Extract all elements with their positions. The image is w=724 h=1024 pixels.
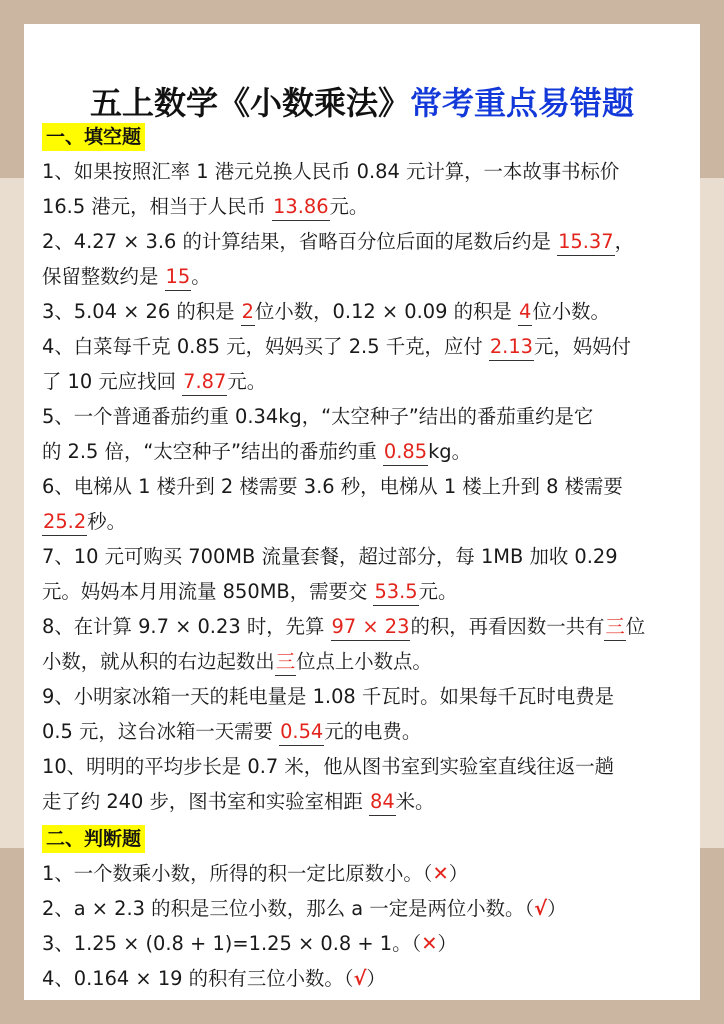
q3-text-2: 位小数，0.12 × 0.09 的积是 [255, 300, 518, 323]
q6-answer: 25.2 [42, 509, 87, 536]
q9-text: 0.5 元，这台冰箱一天需要 [42, 720, 280, 743]
q4-tail: 元。 [227, 370, 267, 393]
cross-mark-icon: ✕ [421, 932, 438, 955]
q10-answer: 84 [369, 789, 396, 816]
q7-line-2 [42, 575, 457, 609]
judge-2-close: ） [547, 897, 567, 920]
q8-text-3: 位 [625, 615, 646, 638]
q9-answer: 0.54 [279, 719, 324, 746]
q5-answer: 0.85 [383, 439, 428, 466]
q9-line-2 [42, 715, 421, 749]
q8-answer-2: 三 [604, 614, 625, 641]
title-highlight: 常考重点易错题 [410, 84, 635, 122]
q1-answer: 13.86 [272, 194, 330, 221]
judge-1-close: ） [448, 862, 469, 885]
q10-tail: 米。 [395, 790, 435, 813]
q8-answer-3: 三 [275, 649, 296, 676]
q7-answer: 53.5 [373, 579, 418, 606]
q9-tail: 元的电费。 [324, 720, 422, 743]
q3-tail: 位小数。 [532, 300, 610, 323]
page-title [24, 78, 700, 124]
q4-line-1 [42, 330, 631, 364]
title-main: 五上数学《小数乘法》 [89, 84, 410, 122]
q10-line-2 [42, 785, 434, 819]
q1-line-1: 1、如果按照汇率 1 港元兑换人民币 0.84 元计算，一本故事书标价 [42, 160, 620, 183]
q8-text: 8、在计算 9.7 × 0.23 时，先算 [42, 615, 331, 638]
q2-comma: ， [614, 230, 634, 253]
q4-text-3: 了 10 元应找回 [42, 370, 183, 393]
judge-item-3 [42, 927, 457, 961]
judge-1-text: 1、一个数乘小数，所得的积一定比原数小。（ [42, 862, 433, 885]
judge-item-2 [42, 892, 566, 926]
q5-text: 的 2.5 倍，“太空种子”结出的番茄约重 [42, 440, 383, 463]
q4-text: 4、白菜每千克 0.85 元，妈妈买了 2.5 千克，应付 [42, 335, 489, 358]
q2-answer-1: 15.37 [557, 229, 615, 256]
q4-text-2: 元，妈妈付 [534, 335, 631, 358]
q1-tail: 元。 [329, 195, 369, 218]
q2-line-2 [42, 260, 211, 294]
q2-text-2: 保留整数约是 [42, 265, 165, 288]
q4-line-2 [42, 365, 266, 399]
section-fill-in: 一、填空题 [42, 123, 145, 151]
worksheet-paper [24, 24, 700, 1000]
q6-tail: 秒。 [87, 510, 126, 533]
q2-text: 2、4.27 × 3.6 的计算结果，省略百分位后面的尾数后约是 [42, 230, 558, 253]
q8-text-2: 的积，再看因数一共有 [410, 615, 605, 638]
q5-line-1: 5、一个普通番茄约重 0.34kg，“太空种子”结出的番茄重约是它 [42, 405, 594, 428]
q6-line-2 [42, 505, 126, 539]
judge-3-close: ） [437, 932, 457, 955]
q8-tail: 位点上小数点。 [296, 650, 432, 673]
q3-answer-2: 4 [518, 299, 532, 326]
q10-text: 走了约 240 步，图书室和实验室相距 [42, 790, 369, 813]
q3-text: 3、5.04 × 26 的积是 [42, 300, 241, 323]
q1-line-2 [42, 190, 368, 224]
q8-answer-1: 97 × 23 [331, 614, 411, 641]
q7-tail: 元。 [418, 580, 458, 603]
q4-answer-2: 7.87 [182, 369, 227, 396]
q8-text-4: 小数，就从积的右边起数出 [42, 650, 275, 673]
q2-tail: 。 [191, 265, 211, 288]
q9-line-1: 9、小明家冰箱一天的耗电量是 1.08 千瓦时。如果每千瓦时电费是 [42, 685, 614, 708]
q6-line-1: 6、电梯从 1 楼升到 2 楼需要 3.6 秒，电梯从 1 楼上升到 8 楼需要 [42, 475, 623, 498]
q8-line-2 [42, 645, 432, 679]
q3-answer-1: 2 [241, 299, 255, 326]
q8-line-1 [42, 610, 645, 644]
judge-4-close: ） [366, 967, 386, 990]
judge-4-text: 4、0.164 × 19 的积有三位小数。（ [42, 967, 354, 990]
check-mark-icon: √ [353, 967, 367, 990]
q2-answer-2: 15 [165, 264, 192, 291]
q4-answer-1: 2.13 [489, 334, 534, 361]
judge-2-text: 2、a × 2.3 的积是三位小数，那么 a 一定是两位小数。（ [42, 897, 535, 920]
q5-line-2 [42, 435, 471, 469]
check-mark-icon: √ [534, 897, 548, 920]
judge-item-4 [42, 962, 386, 996]
q3-line [42, 295, 610, 329]
judge-3-text: 3、1.25 × (0.8 + 1)=1.25 × 0.8 + 1。（ [42, 932, 422, 955]
q10-line-1: 10、明明的平均步长是 0.7 米，他从图书室到实验室直线往返一趟 [42, 755, 614, 778]
q5-tail: kg。 [428, 440, 472, 463]
q1-text: 16.5 港元，相当于人民币 [42, 195, 273, 218]
section-judge: 二、判断题 [42, 825, 145, 853]
q7-text: 元。妈妈本月用流量 850MB，需要交 [42, 580, 374, 603]
cross-mark-icon: ✕ [432, 862, 449, 885]
q2-line-1 [42, 225, 634, 259]
q7-line-1: 7、10 元可购买 700MB 流量套餐，超过部分，每 1MB 加收 0.29 [42, 545, 618, 568]
judge-item-1 [42, 857, 468, 891]
